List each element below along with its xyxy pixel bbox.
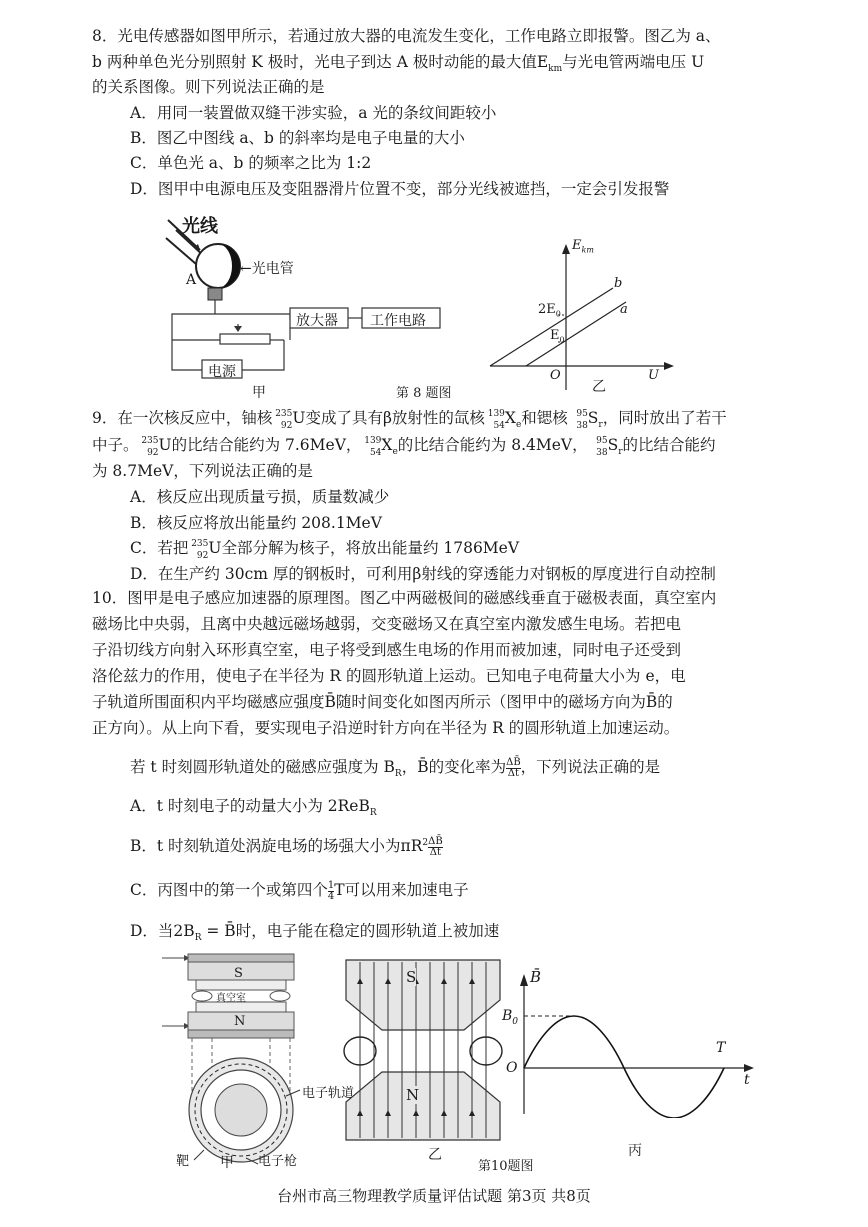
- q8-line-2: [92, 52, 704, 79]
- u-charge-3: 92: [196, 551, 209, 561]
- yi-xlabel: U: [648, 368, 659, 383]
- q9-l1-b: U变成了具有β放射性的氙核: [292, 409, 485, 427]
- xe-mass: 139: [487, 409, 505, 419]
- xe-charge: 54: [493, 421, 505, 431]
- bing-b0-text: B: [502, 1008, 513, 1024]
- q10-optb-den: Δt: [429, 846, 442, 858]
- bing-ylabel: B̄: [530, 968, 542, 986]
- u235-nuclide-3: [188, 538, 209, 561]
- q10-option-a: [130, 796, 377, 823]
- xe-mass-2: 139: [364, 436, 382, 446]
- q10-figure-jia: [150, 952, 355, 1172]
- q9-l2-f: 的比结合能约: [622, 436, 716, 454]
- q8-line-2-text: b 两种单色光分别照射 K 极时，光电子到达 A 极时动能的最大值E: [92, 53, 549, 71]
- q9-line-2: [92, 435, 716, 462]
- q10-line-5: 子轨道所围面积内平均磁感应强度B̄随时间变化如图丙所示（图甲中的磁场方向为B̄的: [92, 693, 673, 711]
- u235-nuclide: [272, 408, 293, 431]
- q9-optc-tail: U全部分解为核子，将放出能量约 1786MeV: [208, 539, 520, 557]
- q8-figure-yi: [488, 240, 678, 400]
- q9-option-d: D．在生产约 30cm 厚的钢板时，可利用β射线的穿透能力对钢板的厚度进行自动控制: [130, 565, 716, 583]
- q10-fig-yi-label: 乙: [428, 1147, 442, 1163]
- tick-e0: [550, 328, 565, 345]
- xe-nuclide-2: [361, 435, 382, 458]
- q10-fig-bing-label: 丙: [628, 1143, 642, 1159]
- q10-line-4: 洛伦兹力的作用，使电子在半径为 R 的圆形轨道上运动。已知电子电荷量大小为 e，电: [92, 667, 686, 685]
- line-b-label: b: [614, 276, 623, 291]
- anode-label: A: [186, 272, 197, 288]
- u235-nuclide-2: [139, 435, 159, 458]
- sr-charge: 38: [576, 421, 588, 431]
- bing-b0: [502, 1008, 518, 1027]
- q10-caption: 第10题图: [478, 1159, 534, 1174]
- q10-line-6: 正方向）。从上向下看，要实现电子沿逆时针方向在半径为 R 的圆形轨道上加速运动。: [92, 719, 680, 737]
- bing-period: T: [716, 1040, 726, 1056]
- q9-l1-d: 和锶核: [521, 409, 568, 427]
- q8-caption: 第 8 题图: [396, 386, 452, 401]
- q10-optb-num: ΔB̄: [428, 835, 443, 847]
- sr-mass: 95: [576, 409, 588, 419]
- q10-optd-sub: R: [194, 933, 202, 944]
- q9-option-a: A．核反应出现质量亏损，质量数减少: [130, 488, 390, 506]
- q8-option-c: C．单色光 a、b 的频率之比为 1:2: [130, 154, 372, 172]
- q9-option-c: [130, 538, 520, 561]
- yi-s-label: S: [406, 968, 417, 986]
- q10-line-1: 10．图甲是电子感应加速器的原理图。图乙中两磁极间的磁感线垂直于磁极表面，真空室内: [92, 589, 717, 607]
- sr-sub: r: [598, 420, 603, 431]
- q10-option-b: [130, 833, 443, 858]
- xe-sub-2: e: [392, 447, 398, 458]
- q10-optd-b: = B̄时，电子能在稳定的圆形轨道上被加速: [201, 922, 500, 940]
- q10-line-7: [130, 757, 660, 784]
- q10-optb-frac: [428, 837, 443, 858]
- sr-charge-2: 38: [596, 448, 608, 458]
- yi-ylabel: [572, 238, 594, 255]
- bing-origin: O: [506, 1060, 518, 1076]
- q8-line-2-tail: 与光电管两端电压 U: [562, 53, 705, 71]
- sr-mass-2: 95: [596, 436, 608, 446]
- cathode-label: K: [214, 258, 223, 272]
- q8-option-d: D．图甲中电源电压及变阻器滑片位置不变，部分光线被遮挡，一定会引发报警: [130, 180, 670, 198]
- q10-l7-sub: R: [394, 769, 402, 780]
- xe-sub: e: [515, 420, 522, 431]
- q8-option-b: B．图乙中图线 a、b 的斜率均是电子电量的大小: [130, 129, 465, 147]
- q9-option-b: B．核反应将放出能量约 208.1MeV: [130, 514, 382, 532]
- light-label: 光线: [182, 216, 218, 237]
- q10-optb-sup: 2: [422, 838, 429, 848]
- jia-s-label: S: [234, 966, 243, 981]
- power-label: 电源: [208, 364, 236, 380]
- q10-optc-num: 1: [327, 879, 335, 891]
- jia-vac-label: 真空室: [216, 993, 246, 1004]
- xe-charge-2: 54: [369, 448, 382, 458]
- q10-opta-sub: R: [369, 808, 377, 819]
- work-circuit-label: 工作电路: [370, 313, 426, 329]
- gun-label: 电子枪: [258, 1154, 298, 1169]
- q9-l1-e: S: [587, 409, 599, 427]
- q9-l2-c: X: [381, 436, 393, 454]
- q10-l7-frac: [506, 758, 521, 779]
- q9-l2-a: 中子。: [92, 436, 139, 454]
- q9-l1-f: ，同时放出了若干: [602, 409, 727, 427]
- jia-n-label: N: [234, 1014, 246, 1029]
- sr-nuclide-2: [588, 435, 608, 458]
- bing-t-axis: t: [744, 1072, 750, 1088]
- u-charge-2: 92: [147, 448, 159, 458]
- yi-origin: O: [550, 368, 561, 383]
- fig-yi-label: 乙: [592, 379, 606, 395]
- q10-figure-bing: [500, 968, 760, 1118]
- yi-ylabel-sub: km: [581, 245, 594, 255]
- q10-option-c: [130, 880, 469, 902]
- q10-figure-yi: [340, 956, 506, 1146]
- xe-nuclide: [485, 408, 505, 431]
- u-mass: 235: [275, 409, 293, 419]
- yi-n-label: N: [406, 1086, 420, 1104]
- page-footer: 台州市高三物理教学质量评估试题 第3页 共8页: [277, 1187, 591, 1205]
- q10-l7-b: ，B̄的变化率为: [401, 758, 507, 776]
- fig-jia-label: 甲: [252, 385, 266, 401]
- q9-l2-e: S: [607, 436, 619, 454]
- q8-line-2-sub: km: [548, 64, 563, 75]
- tube-label: ←光电管: [240, 261, 294, 277]
- target-label: 靶: [176, 1154, 190, 1169]
- q10-line-3: 子沿切线方向射入环形真空室，电子将受到感生电场的作用而被加速，同时电子还受到: [92, 641, 682, 659]
- q9-l1-c: X: [504, 409, 516, 427]
- q9-l2-d: 的比结合能约为 8.4MeV，: [397, 436, 588, 454]
- q10-l7-num: ΔB̄: [506, 756, 521, 768]
- u-charge: 92: [280, 421, 293, 431]
- yi-ylabel-text: E: [572, 238, 582, 253]
- q9-l1-a: 9．在一次核反应中，铀核: [92, 409, 273, 427]
- q9-line-1: [92, 408, 727, 435]
- q10-optc-b: T可以用来加速电子: [334, 881, 469, 899]
- bing-b0-sub: 0: [512, 1016, 519, 1027]
- q9-optc-head: C．若把: [130, 539, 189, 557]
- sr-nuclide: [568, 408, 588, 431]
- q10-opta-text: A．t 时刻电子的动量大小为 2ReB: [130, 797, 370, 815]
- tick-2e0: [538, 302, 561, 319]
- q9-l2-b: U的比结合能约为 7.6MeV，: [158, 436, 362, 454]
- q9-line-3: 为 8.7MeV，下列说法正确的是: [92, 462, 313, 480]
- q10-fig-jia-label: 甲: [220, 1155, 234, 1171]
- q8-figure-jia: [160, 212, 460, 401]
- q8-line-1: 8．光电传感器如图甲所示，若通过放大器的电流发生变化，工作电路立即报警。图乙为 a、: [92, 27, 721, 45]
- u-mass-2: 235: [141, 436, 159, 446]
- q10-optc-a: C．丙图中的第一个或第四个: [130, 881, 328, 899]
- q8-option-a: A．用同一装置做双缝干涉实验，a 光的条纹间距较小: [130, 104, 497, 122]
- q10-optb-text: B．t 时刻轨道处涡旋电场的场强大小为πR: [130, 837, 423, 856]
- q10-option-d: [130, 921, 499, 948]
- q8-line-3: 的关系图像。则下列说法正确的是: [92, 78, 325, 96]
- q10-l7-c: ，下列说法正确的是: [520, 758, 661, 776]
- orbit-label: 电子轨道: [302, 1086, 355, 1101]
- q10-l7-den: Δt: [507, 767, 519, 779]
- tick-2e0-sub: 0: [555, 309, 561, 319]
- line-a-label: a: [620, 302, 628, 317]
- q10-optc-den: 4: [327, 890, 335, 902]
- amplifier-label: 放大器: [296, 313, 338, 329]
- u-mass-3: 235: [191, 539, 209, 549]
- q10-line-2: 磁场比中央弱，且离中央越远磁场越弱，交变磁场又在真空室内激发感生电场。若把电: [92, 615, 682, 633]
- sr-sub-2: r: [618, 447, 623, 458]
- q10-l7-a: 若 t 时刻圆形轨道处的磁感应强度为 B: [130, 758, 395, 776]
- tick-e0-sub: 0: [559, 335, 565, 345]
- tick-2e0-text: 2E: [538, 302, 556, 317]
- q10-optd-a: D．当2B: [130, 922, 195, 940]
- tick-e0-text: E: [550, 328, 560, 343]
